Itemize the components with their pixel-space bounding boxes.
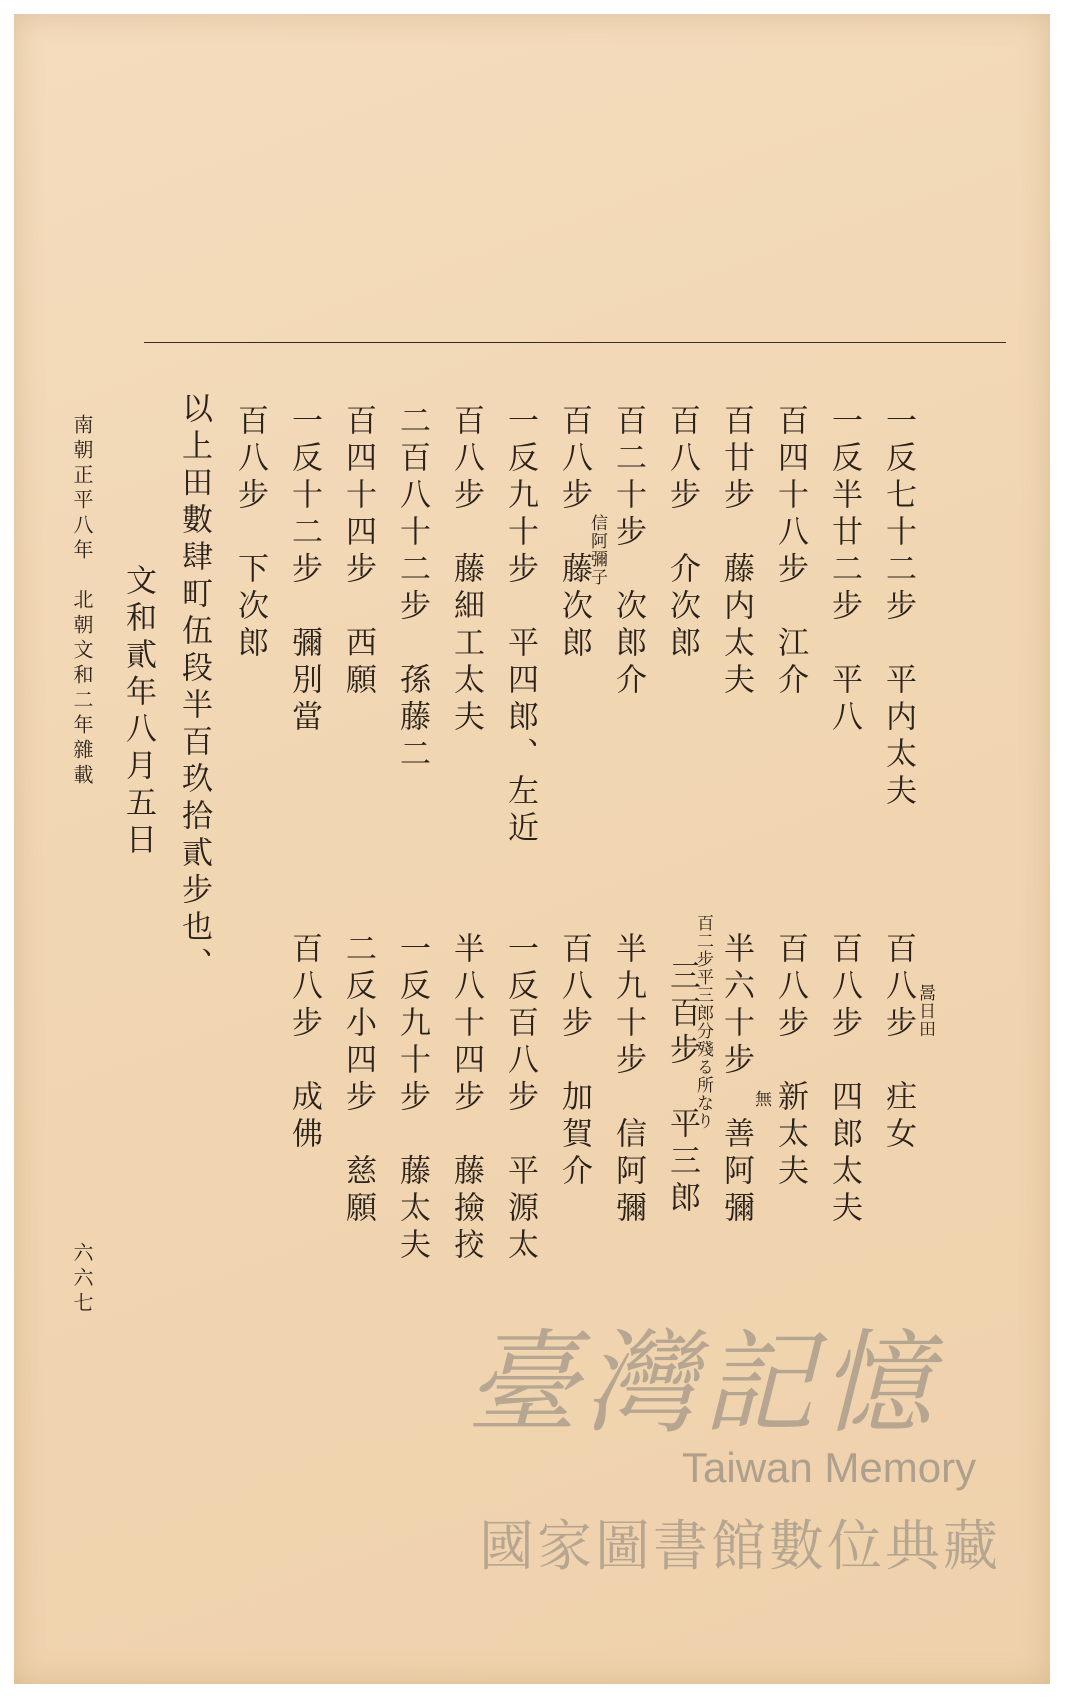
lower-entry-9: 半八十四步 藤撿挍 bbox=[448, 932, 484, 1265]
watermark-subtitle: 國家圖書館數位典藏 bbox=[479, 1514, 1002, 1578]
upper-entry-9: 百八步 藤細工太夫 bbox=[448, 404, 484, 737]
lower-note-1: 暠日田 bbox=[915, 984, 935, 1038]
document-page bbox=[14, 14, 1050, 1684]
upper-note-shinami: 信阿彌子 bbox=[587, 514, 607, 586]
upper-entry-12: 一反十二步 彌別當 bbox=[286, 404, 322, 737]
date-line: 文和貳年八月五日 bbox=[120, 564, 156, 860]
lower-entry-7: 百八步 加賀介 bbox=[556, 932, 592, 1191]
upper-entry-13: 百八步 下次郎 bbox=[232, 404, 268, 663]
lower-note-heizaburo: 百二步平三郎分殘る所なり bbox=[693, 914, 713, 1130]
upper-entry-8: 一反九十步 平四郎、左近 bbox=[502, 404, 538, 848]
lower-entry-5: 三百步 平三郎 bbox=[664, 959, 700, 1218]
lower-entry-10: 一反九十步 藤太夫 bbox=[394, 932, 430, 1265]
watermark-english: Taiwan Memory bbox=[682, 1444, 977, 1491]
upper-entry-2: 一反半廿二步 平八 bbox=[826, 404, 862, 737]
lower-entry-2: 百八步 四郎太夫 bbox=[826, 932, 862, 1228]
upper-entry-6: 百二十步 次郎介 bbox=[610, 404, 646, 700]
summary-line: 以上田數肆町伍段半百玖拾貳步也、 bbox=[176, 392, 212, 984]
lower-entry-12: 百八步 成佛 bbox=[286, 932, 322, 1154]
upper-entry-10: 二百八十二步 孫藤二 bbox=[394, 404, 430, 774]
watermark-logo: 臺灣記憶 bbox=[466, 1319, 938, 1449]
page-number: 六六七 bbox=[70, 1242, 94, 1317]
horizontal-rule bbox=[144, 342, 1006, 343]
lower-entry-8: 一反百八步 平源太 bbox=[502, 932, 538, 1265]
lower-entry-6: 半九十步 信阿彌 bbox=[610, 932, 646, 1228]
header-title: 南朝正平八年 北朝文和二年雜載 bbox=[70, 414, 94, 789]
upper-entry-3: 百四十八步 江介 bbox=[772, 404, 808, 700]
upper-entry-11: 百四十四步 西願 bbox=[340, 404, 376, 700]
lower-entry-4: 半六十步 善阿彌 bbox=[718, 932, 754, 1228]
upper-entry-7: 百八步 藤次郎 bbox=[556, 404, 592, 663]
lower-note-shinami-prefix: 無 bbox=[751, 1090, 771, 1108]
upper-entry-5: 百八步 介次郎 bbox=[664, 404, 700, 663]
lower-entry-1: 百八步 㽵女 bbox=[880, 932, 916, 1154]
upper-entry-1: 一反七十二步 平内太夫 bbox=[880, 404, 916, 811]
lower-entry-11: 二反小四步 慈願 bbox=[340, 932, 376, 1228]
upper-entry-4: 百廿步 藤内太夫 bbox=[718, 404, 754, 700]
lower-entry-3: 百八步 新太夫 bbox=[772, 932, 808, 1191]
